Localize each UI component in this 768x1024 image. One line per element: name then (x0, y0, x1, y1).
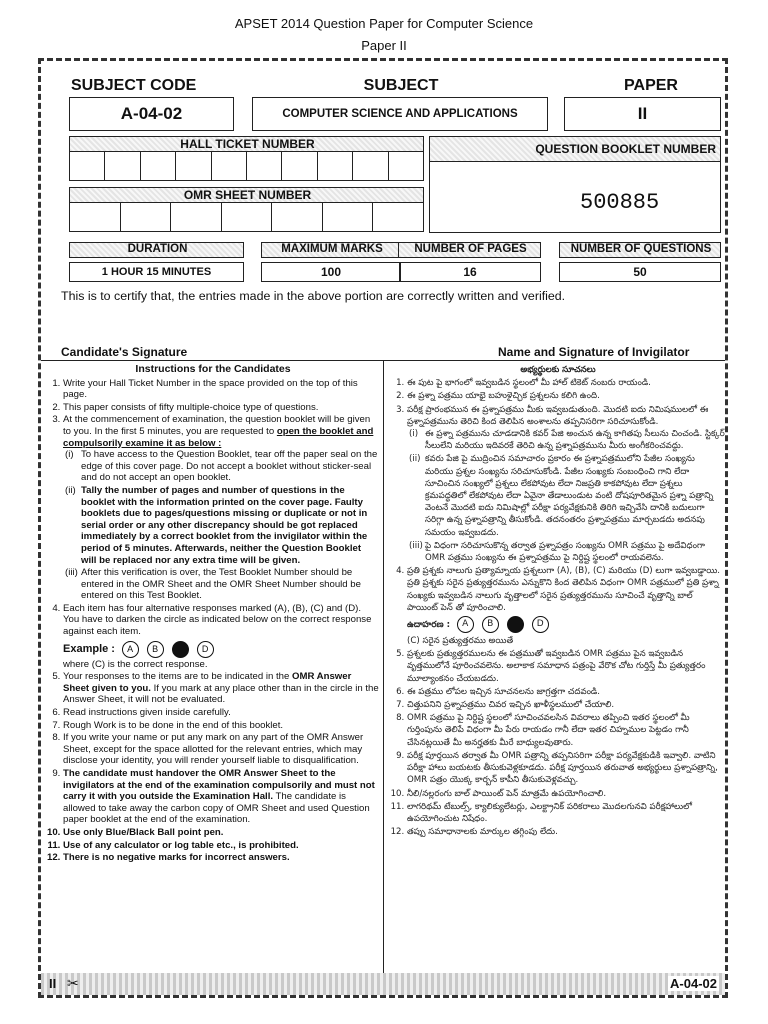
pages-label: NUMBER OF PAGES (414, 243, 527, 255)
instruction-1: 1. Write your Hall Ticket Number in the space provided on the top of this page. (63, 378, 379, 401)
instruction-3-i: (i) To have access to the Question Booklet, tear off the paper seal on the edge of this cover page. Do not accept a booklet without sticker-seal and do not accept an open booklet. (65, 449, 378, 484)
subject-code-box (69, 97, 234, 131)
booklet-label: QUESTION BOOKLET NUMBER (535, 142, 716, 156)
telugu-instruction-3-ii: (ii) కవరు పేజి పై ముద్రించిన సమాచారం ప్రకారం ఈ ప్రశ్నాపత్రములోని పేజీల సంఖ్యను మరియు ప్రశ్నల సంఖ్యను సరిచూసుకోండి. పేజీల సంఖ్యకు సంబంధించి గాని లేదా సూచించిన సంఖ్యలో ప్రశ్నలు లేకపోవుట లేదా నిజప్రతి కాకపోవుట లేదా ప్రశ్నలు క్రమపద్ధతిలో లేకపోవుట లేదా ఏవైనా తేడాలుండుట వంటి దోషపూరితమైన ప్రశ్నా పత్రాన్ని వెంటనే మొదటి ఐదు నిమిషాల్లో పరీక్షా పర్యవేక్షకునికి తిరిగి ఇచ్చివేసి దానికి బదులుగా సరిగ్గా ఉన్న ప్రశ్నాపత్రాన్ని తీసుకోండి. తదనంతరం ప్రశ్నాపత్రము మార్చబడదు అదనపు సమయం ఇవ్వబడదు. (409, 454, 714, 538)
hall-ticket-number-cells[interactable] (69, 151, 424, 181)
telugu-instruction-3-i-text: ఈ ప్రశ్నా పత్రమును చూడడానికి కవర్ పేజి అంచున ఉన్న కాగితపు సీలును చించండి. స్టిక్కర్ సీలులేని మరియు ఇదివరకే తెరిచి ఉన్న ప్రశ్నాపత్రమును మీరు అంగీకరించవద్దు. (425, 429, 725, 452)
questions-box (559, 262, 721, 282)
subject-code-label: SUBJECT CODE (71, 77, 197, 94)
instruction-9 (63, 768, 379, 826)
telugu-instruction-6: 6. ఈ పత్రము లోపల ఇచ్చిన సూచనలను జాగ్రత్తగా చదవండి. (407, 686, 725, 698)
certification-statement: This is to certify that, the entries made in the above portion are correctly written and verified. (61, 289, 566, 303)
instruction-9-rest: The candidate is allowed to take away the carbon copy of OMR Sheet and used Question paper booklet at the end of the examination. (63, 791, 370, 826)
instruction-3-ii-text: Tally the number of pages and number of questions in the booklet with the information printed on the cover page. Faulty booklets due to pages/questions missing or duplicate or not in serial order or any other discrepancy should be got replaced immediately by a correct booklet from the invigilator within the period of 5 minutes. Afterwards, neither the Question Booklet will be replaced nor any extra time will be given. (81, 484, 368, 566)
example-explanation: where (C) is the correct response. (63, 658, 208, 670)
subject-value: COMPUTER SCIENCE AND APPLICATIONS (282, 108, 518, 120)
invigilator-signature-label: Name and Signature of Invigilator (498, 345, 690, 359)
telugu-example-row (407, 616, 725, 633)
instruction-3-text: At the commencement of examination, the question booklet will be given to you. In the first 5 minutes, you are requested to (63, 414, 371, 437)
scissors-icon: ✂ (67, 975, 79, 991)
telugu-instruction-11: 11. లాగరిథమ్ టేబుల్స్, క్యాలిక్యులేటర్లు, ఎలక్ట్రానిక్ పరికరాలు మొదలగునవి పరీక్షహాలులో ఉపయోగించుట నిషేధం. (407, 801, 725, 825)
omr-sheet-number-cells[interactable] (69, 202, 424, 232)
hall-ticket-label: HALL TICKET NUMBER (180, 137, 315, 151)
pages-value: 16 (463, 265, 477, 279)
instruction-3-emphasis: open the booklet and compulsorily examine it as below : (63, 425, 374, 449)
duration-header (69, 242, 244, 258)
telugu-example-explanation: (C) సరైన ప్రత్యుత్తరము అయితే (407, 636, 514, 647)
option-a-bubble: A (122, 641, 139, 658)
telugu-instruction-5: 5. ప్రశ్నలకు ప్రత్యుత్తరములను ఈ పత్రముతో ఇవ్వబడిన OMR పత్రము పైన ఇవ్వబడిన వృత్తములోనే పూరించవలెను. అలాకాక సమాధాన పత్రంపై వేరొక చోట గుర్తిస్తే మీ ప్రత్యుత్తరం మూల్యాంకనం చేయబడదు. (407, 648, 725, 685)
footer-bar (41, 973, 725, 995)
telugu-instruction-7: 7. చిత్తుపనిని ప్రశ్నాపత్రము చివర ఇచ్చిన ఖాళీస్థలములో చేయాలి. (407, 699, 725, 711)
omr-sheet-header (69, 187, 424, 203)
questions-header (559, 242, 721, 258)
column-divider (383, 360, 384, 973)
instruction-11: 11. Use of any calculator or log table etc., is prohibited. (63, 840, 379, 852)
instruction-5-rest: If you mark at any place other than in the circle in the Answer Sheet, it will not be evaluated. (63, 682, 379, 706)
telugu-instruction-10: 10. నీలి/నల్లరంగు బాల్ పాయింట్ పెన్ మాత్రమే ఉపయోగించాలి. (407, 788, 725, 800)
telugu-option-b-bubble: B (482, 616, 499, 633)
example-row (63, 641, 379, 658)
pages-box (399, 262, 541, 282)
instruction-5-text: Your responses to the items are to be indicated in the (63, 671, 292, 683)
telugu-instruction-9: 9. పరీక్ష పూర్తయిన తర్వాత మీ OMR పత్రాన్ని తప్పనిసరిగా పరీక్షా పర్యవేక్షకుడికి ఇవ్వాలి. వాటిని పరీక్షా హాలు బయటకు తీసుకువెళ్లకూడదు. పరీక్ష పూర్తయిన తరువాత అభ్యర్థులు ప్రశ్నాపత్రాన్ని, OMR పత్రం యొక్క కార్బన్ కాపీని తీసుకువెళ్లవచ్చు. (407, 750, 725, 787)
telugu-instruction-8: 8. OMR పత్రము పై నిర్దిష్ట స్థలంలో సూచించవలసిన వివరాలు తప్పించి ఇతర స్థలంలో మీ గుర్తింపును తెలిపే విధంగా మీ పేరు రాయడం గానీ లేదా ఇతర చిహ్నముల పెట్టడం గానీ చేసినట్లయితే మీ అనర్హతకు మీరే బాధ్యులవుతారు. (407, 712, 725, 749)
instruction-5 (63, 671, 379, 706)
subject-box (252, 97, 548, 131)
instruction-3-i-text: To have access to the Question Booklet, tear off the paper seal on the edge of this cover page. Do not accept a booklet without sticker-seal and do not accept an open booklet. (81, 449, 378, 484)
telugu-instruction-3-text: పరీక్ష ప్రారంభమున ఈ ప్రశ్నాపత్రము మీకు ఇవ్వబడుతుంది. మొదటి ఐదు నిమిషములలో ఈ ప్రశ్నాపత్రమును తెరిచి కింద తెలిపిన అంశాలను తప్పనిసరిగా సరిచూసుకోండి. (407, 404, 709, 427)
telugu-instruction-4 (407, 565, 725, 647)
telugu-option-a-bubble: A (457, 616, 474, 633)
option-c-bubble-filled (172, 641, 189, 658)
instruction-3-iii: (iii) After this verification is over, the Test Booklet Number should be entered in the OMR Sheet and the OMR Sheet Number should be entered on this Test Booklet. (65, 567, 361, 602)
telugu-option-c-bubble-filled (507, 616, 524, 633)
paper-box (564, 97, 721, 131)
instruction-10: 10. Use only Blue/Black Ball point pen. (63, 827, 379, 839)
option-d-bubble: D (197, 641, 214, 658)
telugu-option-d-bubble: D (532, 616, 549, 633)
booklet-header (429, 136, 721, 162)
instruction-4-text: Each item has four alternative responses marked (A), (B), (C) and (D). You have to darken the circle as indicated below on the correct response against each item. (63, 602, 372, 638)
telugu-instruction-1: 1. ఈ పుట పై భాగంలో ఇవ్వబడిన స్థలంలో మీ హాల్ టికెట్ నంబరు రాయండి. (407, 377, 725, 389)
telugu-instruction-3-i: (i) ఈ ప్రశ్నా పత్రమును చూడడానికి కవర్ పేజి అంచున ఉన్న కాగితపు సీలును చించండి. స్టిక్కర్ సీలులేని మరియు ఇదివరకే తెరిచి ఉన్న ప్రశ్నాపత్రమును మీరు అంగీకరించవద్దు. (409, 429, 725, 452)
page-header-line2: Paper II (361, 38, 407, 53)
telugu-instruction-3 (407, 404, 725, 565)
duration-value: 1 HOUR 15 MINUTES (101, 266, 212, 278)
max-marks-value: 100 (320, 265, 342, 279)
telugu-instruction-2: 2. ఈ ప్రశ్నా పత్రము యాభై బహుళైచ్ఛిక ప్రశ్నలను కలిగి ఉంది. (407, 390, 725, 402)
booklet-number-box (429, 161, 721, 233)
instruction-3 (63, 414, 379, 602)
duration-box (69, 262, 244, 282)
telugu-instruction-12: 12. తప్పు సమాధానాలకు మార్కుల తగ్గింపు లేదు. (407, 826, 725, 838)
max-marks-header (261, 242, 401, 258)
candidate-signature-label: Candidate's Signature (61, 345, 188, 359)
telugu-instruction-3-iii: (iii) పై విధంగా సరిచూసుకొన్న తర్వాత ప్రశ్నాపత్రం సంఖ్యను OMR పత్రము పై అదేవిధంగా OMR పత్రము సంఖ్యను ఈ ప్రశ్నాపత్రము పై నిర్దిష్ట స్థలంలో రాయవలెను. (409, 540, 705, 564)
instruction-8: 8. If you write your name or put any mark on any part of the OMR Answer Sheet, except for the space allotted for the relevant entries, which may disclose your identity, you will render yourself liable to disqualification. (63, 732, 379, 767)
hall-ticket-header (69, 136, 424, 152)
english-instructions-title: Instructions for the Candidates (135, 363, 291, 375)
instruction-6: 6. Read instructions given inside carefully. (63, 707, 379, 719)
duration-label: DURATION (127, 243, 188, 255)
instruction-3-iii-text: After this verification is over, the Test Booklet Number should be entered in the OMR Sheet and the OMR Sheet Number should be entered on this Test Booklet. (81, 567, 361, 602)
subject-label: SUBJECT (363, 77, 439, 94)
telugu-instruction-3-ii-text: కవరు పేజి పై ముద్రించిన సమాచారం ప్రకారం ఈ ప్రశ్నాపత్రములోని పేజీల సంఖ్యను మరియు ప్రశ్నల సంఖ్యను సరిచూసుకోండి. పేజీల సంఖ్యకు సంబంధించి గాని లేదా సూచించిన సంఖ్యలో ప్రశ్నలు లేకపోవుట లేదా నిజప్రతి కాకపోవుట లేదా ప్రశ్నలు క్రమపద్ధతిలో లేకపోవుట లేదా ఏవైనా తేడాలుండుట వంటి దోషపూరితమైన ప్రశ్నా పత్రాన్ని వెంటనే మొదటి ఐదు నిమిషాల్లో పరీక్షా పర్యవేక్షకునికి తిరిగి ఇచ్చివేసి దానికి బదులుగా సరిగ్గా ఉన్న ప్రశ్నాపత్రాన్ని తీసుకోండి. తదనంతరం ప్రశ్నాపత్రము మార్చబడదు అదనపు సమయం ఇవ్వబడదు. (425, 454, 714, 538)
english-instructions (47, 364, 379, 865)
paper-label: PAPER (624, 77, 678, 94)
instruction-2: 2. This paper consists of fifty multiple-choice type of questions. (63, 402, 379, 414)
instruction-9-emphasis: The candidate must handover the OMR Answer Sheet to the invigilators at the end of the examination compulsorily and must not carry it with you outside the Examination Hall. (63, 768, 375, 803)
subject-code-value: A-04-02 (120, 104, 183, 123)
max-marks-box (261, 262, 401, 282)
telugu-instruction-3-iii-text: పై విధంగా సరిచూసుకొన్న తర్వాత ప్రశ్నాపత్రం సంఖ్యను OMR పత్రము పై అదేవిధంగా OMR పత్రము సంఖ్యను ఈ ప్రశ్నాపత్రము పై నిర్దిష్ట స్థలంలో రాయవలెను. (425, 540, 705, 564)
example-label: Example : (63, 642, 115, 655)
max-marks-label: MAXIMUM MARKS (281, 243, 383, 255)
paper-value: II (637, 104, 648, 123)
telugu-instruction-4-text: ప్రతి ప్రశ్నకు నాలుగు ప్రత్యామ్నాయ ప్రశ్నలుగా (A), (B), (C) మరియు (D) లుగా ఇవ్వబడ్డాయి. ప్రతి ప్రశ్నకు సరైన ప్రత్యుత్తరమును ఎన్నుకొని కింద తెలిపిన విధంగా OMR పత్రములో ప్రతి ప్రశ్నా సంఖ్యకు ఇవ్వబడిన నాలుగు వృత్తాలలో సరైన ప్రత్యుత్తరమును సూచించే వృత్తాన్ని బాల్ పాయింట్ పెన్ తో పూరించాలి. (407, 566, 720, 613)
pages-header (398, 242, 541, 258)
instruction-5-emphasis: OMR Answer Sheet given to you. (63, 671, 352, 694)
telugu-instructions (391, 364, 725, 839)
omr-sheet-label: OMR SHEET NUMBER (183, 188, 312, 202)
instruction-3-ii: (ii) Tally the number of pages and number of questions in the booklet with the information printed on the cover page. Faulty booklets due to pages/questions missing or duplicate or not in serial order or any other discrepancy should be got replaced immediately by a correct booklet from the invigilator within the period of 5 minutes. Afterwards, neither the Question Booklet will be replaced nor any extra time will be given. (65, 484, 368, 566)
instruction-7: 7. Rough Work is to be done in the end of this booklet. (63, 720, 379, 732)
option-b-bubble: B (147, 641, 164, 658)
booklet-number: 500885 (580, 190, 660, 215)
telugu-instructions-title: అభ్యర్థులకు సూచనలు (520, 365, 596, 375)
questions-value: 50 (633, 265, 647, 279)
instruction-4 (63, 603, 379, 670)
footer-paper-code: II (49, 976, 57, 991)
footer-subject-code: A-04-02 (670, 976, 717, 991)
instruction-12: 12. There is no negative marks for incorrect answers. (63, 852, 379, 864)
page-header-line1: APSET 2014 Question Paper for Computer Science (234, 16, 534, 31)
cover-sheet (38, 58, 728, 998)
questions-label: NUMBER OF QUESTIONS (570, 243, 712, 255)
telugu-example-label: ఉదాహరణ : (407, 620, 451, 631)
